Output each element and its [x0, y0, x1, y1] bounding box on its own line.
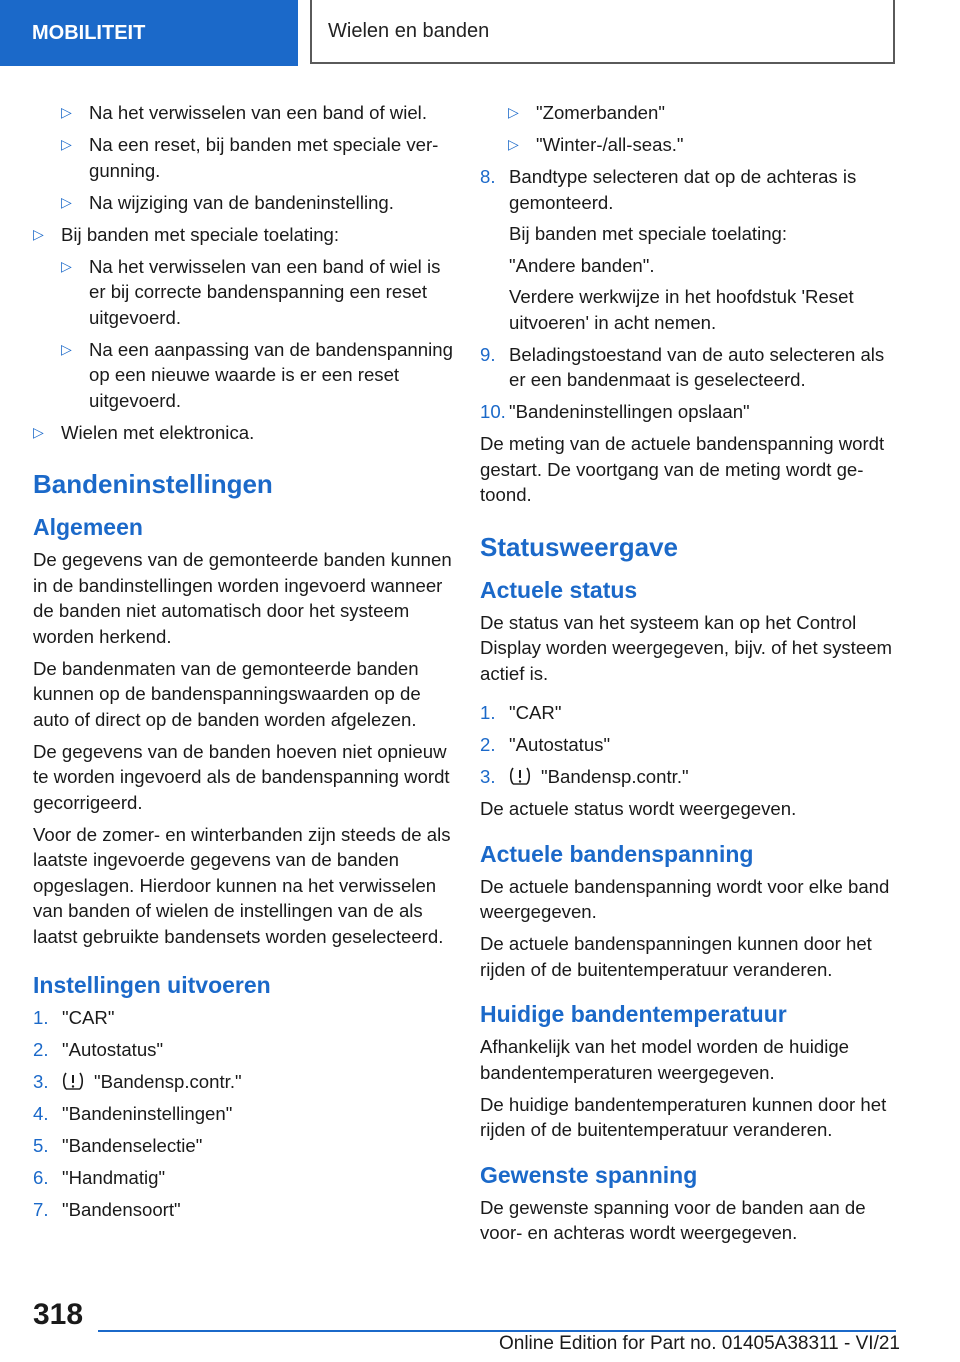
triangle-bullet-icon: ▷	[33, 423, 44, 440]
heading-algemeen: Algemeen	[33, 514, 143, 540]
step-number: 5.	[33, 1135, 49, 1156]
step-number: 3.	[480, 766, 496, 787]
list-item-text: "Zomerbanden"	[536, 102, 665, 123]
step-text: "Bandenselectie"	[62, 1135, 203, 1156]
paragraph: De status van het systeem kan op het Control Display worden weergegeven, bijv. of het systeem actief is.	[480, 611, 893, 684]
step-number: 7.	[33, 1199, 49, 1220]
list-item-text: Na het verwisselen van een band of wiel is er bij correcte bandenspanning een reset uitgevoerd.	[89, 255, 441, 328]
paragraph: De actuele status wordt weergegeven.	[480, 798, 797, 819]
step-item	[33, 1101, 453, 1127]
step-text: Beladingstoestand van de auto selecteren als er een bandenmaat is geselecteerd.	[509, 343, 885, 390]
step-text: "Bandeninstellingen"	[62, 1103, 233, 1124]
triangle-bullet-icon: ▷	[508, 136, 519, 152]
numbered-steps	[480, 700, 900, 790]
step-item	[480, 399, 900, 425]
list-item-text: Na een reset, bij banden met speciale vergunning.	[89, 134, 439, 181]
list-item-text: "Winter-/all-seas."	[536, 134, 684, 155]
heading-gewenste-spanning: Gewenste spanning	[480, 1161, 698, 1188]
step-text-wrap	[62, 1005, 453, 1031]
step-text-wrap	[62, 1069, 453, 1095]
heading-actuele-status: Actuele status	[480, 576, 638, 603]
triangle-bullet-icon: ▷	[508, 104, 519, 120]
step-number: 10.	[480, 401, 506, 422]
right-column	[480, 100, 900, 1252]
step-text: "Bandensp.contr."	[94, 1071, 242, 1092]
paragraph: De bandenmaten van de gemonteerde banden kunnen op de bandenspanningswaarden op de auto of direct op de banden worden afgelezen.	[33, 657, 421, 730]
step-note: "Andere banden".	[509, 254, 655, 276]
paragraph: Afhankelijk van het model worden de huidige bandentemperaturen weergegeven.	[480, 1036, 850, 1083]
paragraph: De actuele bandenspanningen kunnen door het rijden of de buitentemperatuur veranderen.	[480, 933, 872, 980]
step-number: 8.	[480, 166, 496, 187]
triangle-bullet-icon: ▷	[61, 340, 72, 357]
step-item	[33, 1165, 453, 1191]
heading-huidige-bandentemperatuur: Huidige bandentemperatuur	[480, 1001, 787, 1027]
step-number: 9.	[480, 343, 496, 365]
step-text-wrap	[509, 764, 900, 790]
step-item	[480, 342, 900, 393]
step-text: "Bandeninstellingen opslaan"	[509, 401, 750, 422]
step-text-wrap	[62, 1037, 453, 1063]
paragraph: Voor de zomer- en winterbanden zijn steeds de als laatste ingevoerde gegevens van de banden opgeslagen. Hierdoor kunnen na het verwisselen van banden of wielen de instellingen van de als laatst gebruikte bandensets worden geselecteerd.	[33, 823, 451, 947]
step-item	[33, 1197, 453, 1223]
list-item	[33, 420, 453, 446]
heading-statusweergave: Statusweergave	[480, 531, 678, 562]
list-item	[61, 254, 453, 331]
paragraph: De huidige bandentemperaturen kunnen door het rijden of de buitentemperatuur veranderen.	[480, 1093, 887, 1140]
step-text: "Bandensoort"	[62, 1199, 181, 1220]
heading-instellingen-uitvoeren: Instellingen uitvoeren	[33, 972, 271, 998]
step-text: "Handmatig"	[62, 1167, 166, 1188]
step-item	[480, 764, 900, 790]
step-item	[33, 1133, 453, 1159]
triangle-bullet-icon: ▷	[61, 104, 72, 120]
step-item	[33, 1005, 453, 1031]
step-number: 3.	[33, 1071, 49, 1092]
step-number: 1.	[33, 1007, 49, 1028]
step-number: 2.	[480, 734, 496, 755]
step-text-wrap	[509, 732, 900, 758]
step-text: "Autostatus"	[509, 734, 611, 755]
list-item	[508, 100, 900, 126]
list-item	[61, 337, 453, 414]
step-note: Bij banden met speciale toelating:	[509, 223, 788, 244]
step-text: "Bandensp.contr."	[541, 766, 689, 787]
step-text: Bandtype selecteren dat op de achteras is gemonteerd.	[509, 166, 857, 213]
step-note: Verdere werkwijze in het hoofdstuk 'Reset uitvoeren' in acht nemen.	[509, 286, 854, 333]
list-item	[33, 222, 453, 248]
paragraph: De gegevens van de gemonteerde banden kunnen in de bandinstellingen worden ingevoerd wanneer de banden niet automatisch door het systeem worden herkend.	[33, 549, 452, 647]
section-title: Wielen en banden	[328, 19, 490, 42]
heading-bandeninstellingen: Bandeninstellingen	[33, 469, 273, 499]
step-text-wrap	[62, 1101, 453, 1127]
step-text: "CAR"	[62, 1007, 115, 1028]
paragraph: De gewenste spanning voor de banden aan de voor- en achteras wordt weergegeven.	[480, 1196, 866, 1243]
step-number: 2.	[33, 1039, 49, 1060]
paragraph: De gegevens van de banden hoeven niet opnieuw te worden ingevoerd als de bandenspanning wordt gecorrigeerd.	[33, 740, 450, 813]
step-text: "Autostatus"	[62, 1039, 164, 1060]
step-item	[480, 164, 900, 335]
list-item-text: Na wijziging van de bandeninstelling.	[89, 191, 394, 213]
chapter-tab	[0, 0, 298, 66]
footer-divider	[98, 1330, 896, 1332]
step-text-wrap	[509, 700, 900, 726]
tire-pressure-warning-icon	[509, 766, 531, 786]
list-item-text: Bij banden met speciale toelating:	[61, 223, 340, 245]
step-number: 6.	[33, 1167, 49, 1188]
paragraph: De meting van de actuele bandenspanning wordt gestart. De voortgang van de meting wordt getoond.	[480, 433, 885, 505]
page-number: 318	[33, 1298, 84, 1331]
list-item	[61, 100, 453, 126]
step-text-wrap	[62, 1197, 453, 1223]
triangle-bullet-icon: ▷	[61, 257, 72, 274]
list-item-text: Na het verwisselen van een band of wiel.	[89, 102, 427, 123]
step-text: "CAR"	[509, 702, 562, 723]
list-item	[508, 132, 900, 158]
list-item	[61, 132, 453, 183]
step-item	[480, 732, 900, 758]
paragraph: De actuele bandenspanning wordt voor elke band weergegeven.	[480, 875, 890, 922]
step-item	[480, 700, 900, 726]
list-item-text: Na een aanpassing van de bandenspanning op een nieuwe waarde is er een reset uitgevoerd.	[89, 338, 453, 411]
tire-pressure-warning-icon	[62, 1071, 84, 1091]
heading-actuele-bandenspanning: Actuele bandenspanning	[480, 840, 754, 867]
left-column	[33, 100, 453, 1229]
step-text-wrap	[62, 1165, 453, 1191]
list-item-text: Wielen met elektronica.	[61, 421, 255, 443]
triangle-bullet-icon: ▷	[61, 136, 72, 152]
bullet-list	[33, 100, 453, 445]
list-item	[61, 190, 453, 216]
step-number: 1.	[480, 702, 496, 723]
edition-note: Online Edition for Part no. 01405A38311 - VI/21	[498, 1333, 900, 1354]
chapter-title: MOBILITEIT	[32, 21, 146, 44]
triangle-bullet-icon: ▷	[61, 193, 72, 210]
triangle-bullet-icon: ▷	[33, 225, 44, 242]
step-text-wrap	[62, 1133, 453, 1159]
numbered-steps	[33, 1005, 453, 1223]
section-header	[310, 0, 895, 64]
step-item	[33, 1069, 453, 1095]
step-item	[33, 1037, 453, 1063]
step-number: 4.	[33, 1103, 49, 1124]
